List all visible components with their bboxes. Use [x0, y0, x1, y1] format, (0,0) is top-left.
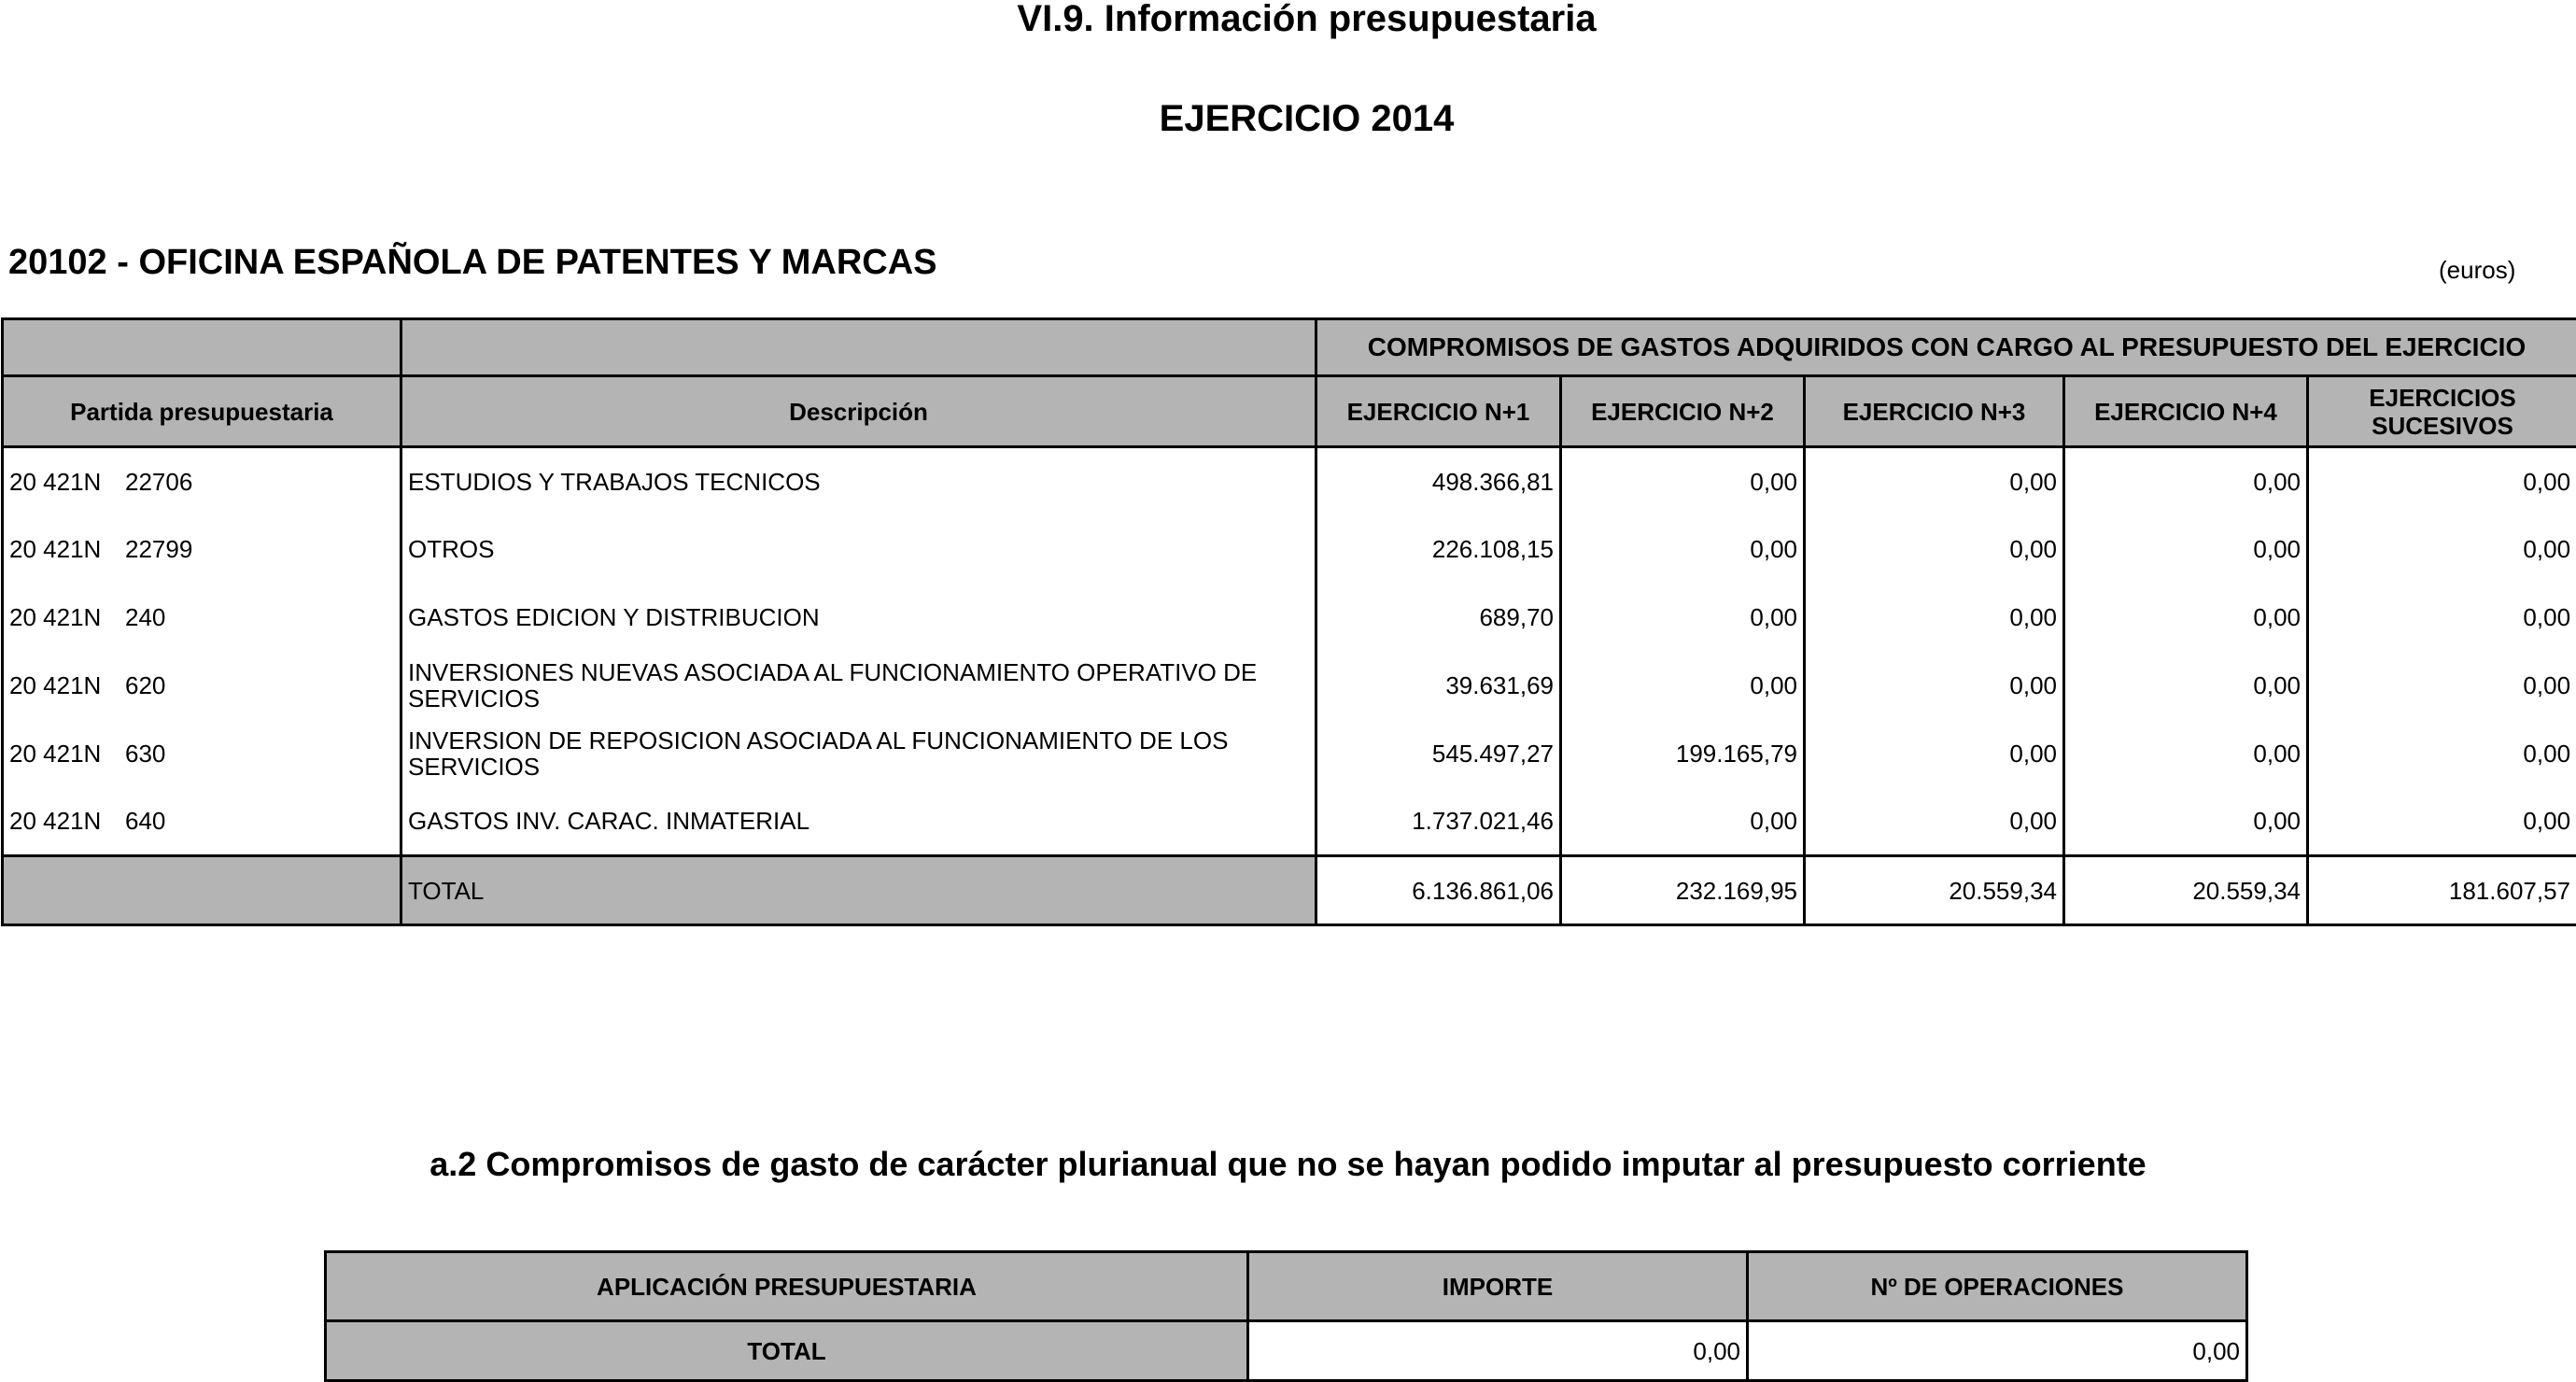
descripcion-cell: OTROS [401, 515, 1316, 584]
total-n4: 20.559,34 [2064, 856, 2308, 925]
table-row [3, 447, 2576, 515]
n3-cell: 0,00 [1805, 788, 2064, 856]
currency-unit: (euros) [2439, 256, 2515, 285]
n2-cell: 0,00 [1561, 788, 1805, 856]
descripcion-cell: INVERSIONES NUEVAS ASOCIADA AL FUNCIONAMIENTO OPERATIVO DE SERVICIOS [401, 652, 1316, 720]
partida-sub: 640 [125, 807, 165, 835]
n2-cell: 0,00 [1561, 515, 1805, 584]
col-header-n1: EJERCICIO N+1 [1316, 376, 1561, 447]
n4-cell: 0,00 [2064, 652, 2308, 720]
n1-cell: 545.497,27 [1316, 720, 1561, 788]
table-row [3, 515, 2576, 584]
descripcion-cell: ESTUDIOS Y TRABAJOS TECNICOS [401, 447, 1316, 515]
n4-cell: 0,00 [2064, 447, 2308, 515]
col-header-n2: EJERCICIO N+2 [1561, 376, 1805, 447]
n3-cell: 0,00 [1805, 584, 2064, 652]
group-header: COMPROMISOS DE GASTOS ADQUIRIDOS CON CARGO AL PRESUPUESTO DEL EJERCICIO [1316, 319, 2576, 376]
partida-cell [3, 515, 401, 584]
partida-sub: 22706 [125, 468, 192, 496]
col-header-partida: Partida presupuestaria [3, 376, 401, 447]
n4-cell: 0,00 [2064, 515, 2308, 584]
partida-code: 20 421N [9, 672, 125, 698]
col-header-n4: EJERCICIO N+4 [2064, 376, 2308, 447]
col-header-importe: IMPORTE [1248, 1252, 1748, 1321]
budget-commitments-table [1, 317, 2576, 926]
n2-cell: 199.165,79 [1561, 720, 1805, 788]
partida-sub: 630 [125, 740, 165, 768]
descripcion-cell: GASTOS INV. CARAC. INMATERIAL [401, 788, 1316, 856]
partida-sub: 240 [125, 603, 165, 631]
n4-cell: 0,00 [2064, 720, 2308, 788]
sucesivos-cell: 0,00 [2308, 515, 2576, 584]
header-blank-cell [3, 319, 401, 376]
partida-sub: 620 [125, 671, 165, 699]
col-header-aplicacion: APLICACIÓN PRESUPUESTARIA [326, 1252, 1248, 1321]
n1-cell: 226.108,15 [1316, 515, 1561, 584]
n2-cell: 0,00 [1561, 447, 1805, 515]
n1-cell: 39.631,69 [1316, 652, 1561, 720]
sucesivos-cell: 0,00 [2308, 788, 2576, 856]
partida-cell [3, 652, 401, 720]
sucesivos-cell: 0,00 [2308, 447, 2576, 515]
table-row [3, 720, 2576, 788]
col-header-n3: EJERCICIO N+3 [1805, 376, 2064, 447]
total-sucesivos: 181.607,57 [2308, 856, 2576, 925]
n3-cell: 0,00 [1805, 515, 2064, 584]
total-importe: 0,00 [1248, 1321, 1748, 1381]
descripcion-cell: GASTOS EDICION Y DISTRIBUCION [401, 584, 1316, 652]
partida-cell [3, 584, 401, 652]
partida-sub: 22799 [125, 535, 192, 563]
total-n1: 6.136.861,06 [1316, 856, 1561, 925]
sucesivos-cell: 0,00 [2308, 652, 2576, 720]
partida-code: 20 421N [9, 740, 125, 767]
header-blank-cell [401, 319, 1316, 376]
page-subtitle: EJERCICIO 2014 [19, 100, 2576, 137]
n4-cell: 0,00 [2064, 584, 2308, 652]
n3-cell: 0,00 [1805, 652, 2064, 720]
partida-cell [3, 720, 401, 788]
n3-cell: 0,00 [1805, 447, 2064, 515]
sucesivos-cell: 0,00 [2308, 584, 2576, 652]
n2-cell: 0,00 [1561, 652, 1805, 720]
partida-cell [3, 788, 401, 856]
plurianual-commitments-table [324, 1250, 2248, 1382]
col-header-sucesivos: EJERCICIOS SUCESIVOS [2308, 376, 2576, 447]
total-n2: 232.169,95 [1561, 856, 1805, 925]
page-title: VI.9. Información presupuestaria [19, 0, 2576, 37]
sucesivos-cell: 0,00 [2308, 720, 2576, 788]
total-label-2: TOTAL [326, 1321, 1248, 1381]
total-blank-cell [3, 856, 401, 925]
section-a2-title: a.2 Compromisos de gasto de carácter plurianual que no se hayan podido imputar al presupuesto corriente [0, 1145, 2576, 1184]
n1-cell: 1.737.021,46 [1316, 788, 1561, 856]
partida-code: 20 421N [9, 536, 125, 562]
partida-code: 20 421N [9, 808, 125, 834]
table-row [3, 584, 2576, 652]
table-row [3, 652, 2576, 720]
descripcion-cell: INVERSION DE REPOSICION ASOCIADA AL FUNCIONAMIENTO DE LOS SERVICIOS [401, 720, 1316, 788]
total-n3: 20.559,34 [1805, 856, 2064, 925]
n3-cell: 0,00 [1805, 720, 2064, 788]
n1-cell: 498.366,81 [1316, 447, 1561, 515]
partida-cell [3, 447, 401, 515]
n1-cell: 689,70 [1316, 584, 1561, 652]
partida-code: 20 421N [9, 469, 125, 495]
table-row [3, 788, 2576, 856]
total-label: TOTAL [401, 856, 1316, 925]
total-operaciones: 0,00 [1748, 1321, 2247, 1381]
organization-heading: 20102 - OFICINA ESPAÑOLA DE PATENTES Y MARCAS [8, 243, 937, 283]
n4-cell: 0,00 [2064, 788, 2308, 856]
n2-cell: 0,00 [1561, 584, 1805, 652]
col-header-descripcion: Descripción [401, 376, 1316, 447]
partida-code: 20 421N [9, 604, 125, 630]
col-header-operaciones: Nº DE OPERACIONES [1748, 1252, 2247, 1321]
